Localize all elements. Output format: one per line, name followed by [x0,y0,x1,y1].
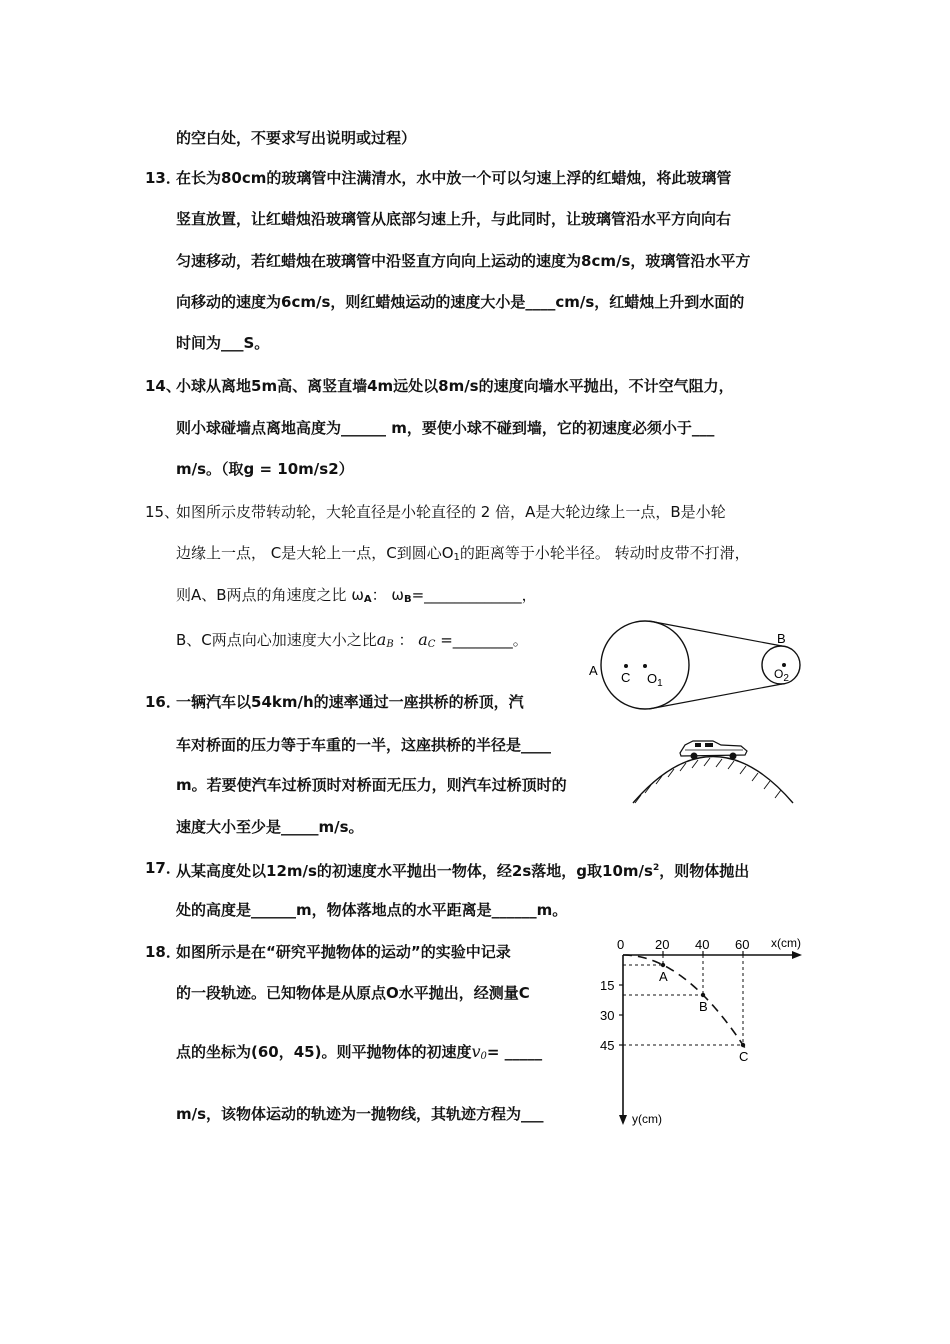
q18-line-3-a: 点的坐标为(60，45)。则平抛物体的初速度 [176,1043,472,1061]
label-b: B [777,631,786,646]
q13-line-2: 竖直放置，让红蜡烛沿玻璃管从底部匀速上升，与此同时，让玻璃管沿水平方向向右 [176,210,732,228]
label-a: A [589,663,598,678]
origin-label: 0 [617,937,625,952]
q15-line-4 [176,630,528,655]
q18-v-symbol: v [471,1042,481,1061]
y-axis [619,955,627,1125]
q18-v-sub: 0 [480,1051,487,1062]
q15-line-3-c: =_____________， [411,586,537,604]
q15-line-3-b: ： ω [371,586,404,604]
x-tick-label: 60 [735,937,750,952]
q16-line-1: 一辆汽车以54km/h的速率通过一座拱桥的桥顶，汽 [176,693,524,711]
guide-layer [623,955,743,1045]
q15-line-2-b: 的距离等于小轮半径。 转动时皮带不打滑， [459,544,750,562]
q18-line-1: 如图所示是在“研究平抛物体的运动”的实验中记录 [176,943,511,961]
trajectory-curve [623,955,747,1051]
y-tick-label: 30 [600,1008,615,1023]
bridge-hatching [635,758,781,803]
q15-a-b-sub: B [386,639,394,650]
q18-line-3-b: = _____ [486,1043,543,1061]
q15-line-2-a: 边缘上一点， C是大轮上一点，C到圆心O [176,544,454,562]
point-b [701,993,705,997]
q16-number: 16． [145,693,181,711]
q17-line-1-a: 从某高度处以12m/s的初速度水平抛出一物体，经2s落地，g取10m/s [176,862,653,880]
q17-number: 17． [145,859,181,877]
q15-omega-a-sub: A [363,594,372,605]
q15-omega-b-sub: B [403,594,412,605]
q14-line-3: m/s。（取g = 10m/s2） [176,460,354,478]
belt-pulley-figure [585,615,810,715]
q13-line-5: 时间为___S。 [176,334,270,352]
q18-line-3 [176,1042,542,1067]
q15-a-b-symbol: a [376,630,387,649]
label-o2 [774,667,789,684]
q15-line-3 [176,585,537,610]
q16-line-3: m。若要使汽车过桥顶时对桥面无压力，则汽车过桥顶时的 [176,776,567,794]
q16-line-2: 车对桥面的压力等于车重的一半，这座拱桥的半径是____ [176,736,552,754]
label-o1-letter: O [647,671,658,686]
q13-number: 13． [145,169,181,187]
q15-a-c-sub: C [427,639,436,650]
label-o2-sub: 2 [783,673,789,684]
q15-line-4-b: =________。 [440,631,528,649]
y-tick-label: 45 [600,1038,615,1053]
q17-superscript: 2 [652,863,660,873]
belt-top [649,621,782,646]
x-tick-label: 20 [655,937,670,952]
q16-line-4: 速度大小至少是_____m/s。 [176,818,364,836]
belt-bottom [649,684,782,709]
q15-number: 15、 [145,503,180,521]
q15-line-1: 如图所示皮带转动轮，大轮直径是小轮直径的 2 倍，A是大轮边缘上一点，B是小轮 [176,503,726,521]
q15-colon: ： [398,631,414,649]
x-axis-label: x(cm) [771,936,801,950]
q15-line-3-a: 则A、B两点的角速度之比 ω [176,586,364,604]
q13-line-4: 向移动的速度为6cm/s，则红蜡烛运动的速度大小是____cm/s，红蜡烛上升到水面的 [176,293,745,311]
point-label-b: B [699,999,708,1014]
q17-line-1 [176,858,749,881]
point-c-dot [624,664,628,668]
center-o1-dot [643,664,647,668]
label-c: C [621,670,631,685]
q13-line-3: 匀速移动，若红蜡烛在玻璃管中沿竖直方向向上运动的速度为8cm/s，玻璃管沿水平方 [176,252,751,270]
bridge-arch [633,757,793,804]
x-axis [623,951,802,959]
q15-line-4-a: B、C两点向心加速度大小之比 [176,631,377,649]
q14-line-2: 则小球碰墙点离地高度为______ m，要使小球不碰到墙，它的初速度必须小于___ [176,419,715,437]
q18-line-2: 的一段轨迹。已知物体是从原点O水平抛出，经测量C [176,984,530,1002]
q14-number: 14、 [145,377,181,395]
q17-line-2: 处的高度是______m，物体落地点的水平距离是______m。 [176,901,568,919]
q18-number: 18． [145,943,181,961]
q18-line-4: m/s，该物体运动的轨迹为一抛物线，其轨迹方程为___ [176,1105,544,1123]
q14-line-1: 小球从离地5m高、离竖直墙4m远处以8m/s的速度向墙水平抛出，不计空气阻力， [176,377,734,395]
x-tick-label: 40 [695,937,710,952]
arch-bridge-figure [625,715,800,810]
label-o1 [647,671,663,689]
y-tick-label: 15 [600,978,615,993]
point-a [661,963,665,967]
point-label-a: A [659,969,668,984]
trajectory-chart [596,935,811,1130]
point-c [741,1043,745,1047]
label-o2-letter: O [774,667,784,681]
point-label-c: C [739,1049,749,1064]
y-axis-label: y(cm) [632,1112,662,1126]
q15-o1-subscript: 1 [453,552,460,563]
q13-line-1: 在长为80cm的玻璃管中注满清水，水中放一个可以匀速上浮的红蜡烛，将此玻璃管 [176,169,732,187]
q17-line-1-b: ，则物体抛出 [659,862,750,880]
header-line: 的空白处，不要求写出说明或过程） [176,129,417,147]
label-o1-sub: 1 [657,678,663,689]
q15-a-c-symbol: a [418,630,428,649]
point-layer [659,963,748,1064]
q15-line-2 [176,543,750,568]
